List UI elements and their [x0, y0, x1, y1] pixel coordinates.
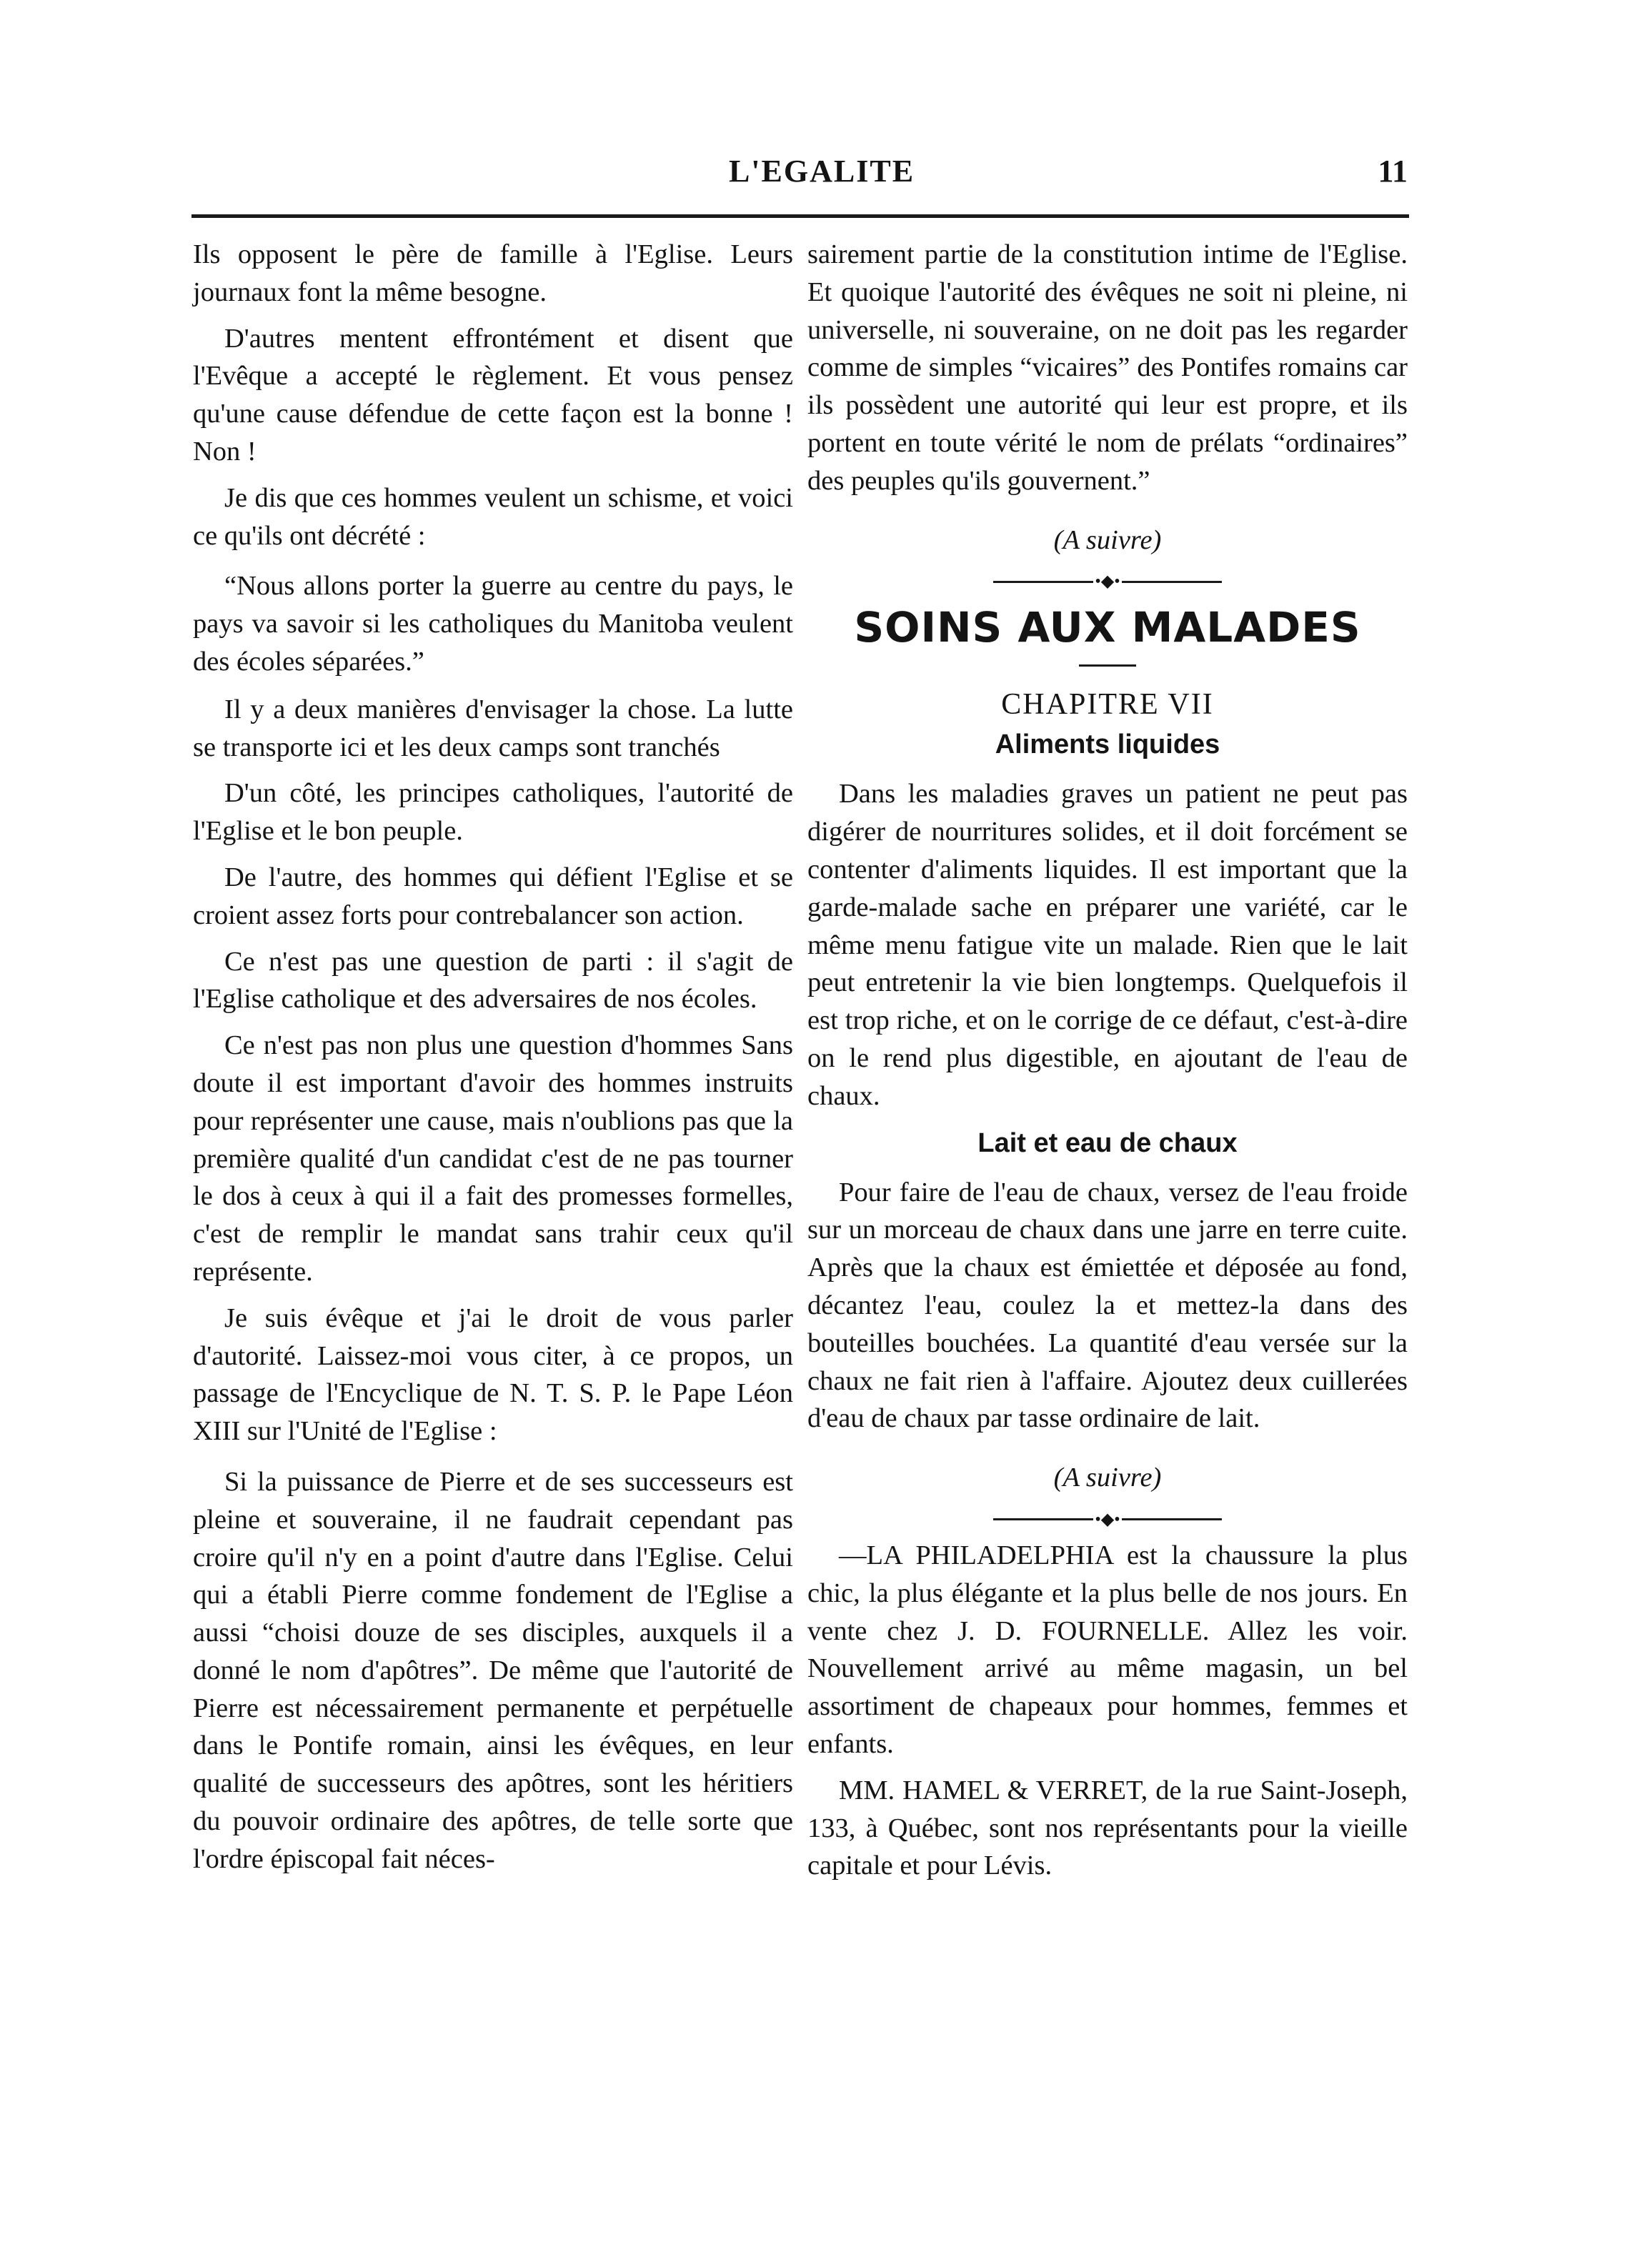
- paragraph: D'autres mentent effrontément et disent que l'Evêque a accepté le règlement. Et vous pensez qu'une cause défendue de cette façon est la bonne ! Non !: [193, 323, 793, 467]
- ornament-line: [1122, 581, 1222, 583]
- ornament-divider: [807, 572, 1408, 592]
- ornament-divider: [807, 1510, 1408, 1529]
- ornament-dots-icon: •◆•: [1095, 572, 1120, 592]
- a-suivre-label: (A suivre): [1053, 524, 1162, 555]
- paragraph: Ils opposent le père de famille à l'Eglise. Leurs journaux font la même besogne.: [193, 239, 793, 307]
- ornament-line: [993, 1518, 1093, 1520]
- paragraph: Ce n'est pas non plus une question d'hommes Sans doute il est important d'avoir des hommes instruits pour représenter une cause, mais n'oublions pas que la première qualité d'un candidat c'est de ne pas tourner le dos à ceux à qui il a fait des promesses formelles, c'est de remplir le mandat sans trahir ceux qu'il représente.: [193, 1030, 793, 1287]
- left-column: [193, 236, 793, 1888]
- advertisement: MM. HAMEL & VERRET, de la rue Saint-Joseph, 133, à Québec, sont nos représentants pour la vieille capitale et pour Lévis.: [807, 1775, 1408, 1881]
- paragraph: Il y a deux manières d'envisager la chose. La lutte se transporte ici et les deux camps sont tranchés: [193, 694, 793, 762]
- continuation-paragraph: sairement partie de la constitution intime de l'Eglise. Et quoique l'autorité des évêques ne soit ni pleine, ni universelle, ni souveraine, on ne doit pas les regarder comme de simples “vicaires” des Pontifes romains car ils possèdent une autorité qui leur est propre, et ils portent en toute vérité le nom de prélats “ordinaires” des peuples qu'ils gouvernent.”: [807, 239, 1408, 496]
- chapter-heading: CHAPITRE VII: [1001, 688, 1214, 722]
- section-title: SOINS AUX MALADES: [854, 603, 1361, 652]
- paragraph: D'un côté, les principes catholiques, l'autorité de l'Eglise et le bon peuple.: [193, 778, 793, 847]
- paragraph: Je dis que ces hommes veulent un schisme, et voici ce qu'ils ont décrété :: [193, 482, 793, 551]
- subheading: Lait et eau de chaux: [977, 1127, 1238, 1158]
- a-suivre-label: (A suivre): [1053, 1463, 1162, 1493]
- page-header-title: L'EGALITE: [728, 154, 915, 189]
- encyclical-quotation: Si la puissance de Pierre et de ses successeurs est pleine et souveraine, il ne faudrait cependant pas croire qu'il n'y en a point d'autre dans l'Eglise. Celui qui a établi Pierre comme fondement de l'Eglise a aussi “choisi douze de ses disciples, auxquels il a donné le nom d'apôtres”. De même que l'autorité de Pierre est nécessairement permanente et perpétuelle dans le Pontife romain, ainsi les évêques, en leur qualité de successeurs des apôtres, sont les héritiers du pouvoir ordinaire des apôtres, de telle sorte que l'ordre épiscopal fait néces-: [193, 1466, 793, 1874]
- paragraph: Pour faire de l'eau de chaux, versez de l'eau froide sur un morceau de chaux dans une jarre en terre cuite. Après que la chaux est émiettée et déposée au fond, décantez l'eau, coulez la et mettez-la dans des bouteilles bouchées. La quantité d'eau versée sur la chaux ne fait rien à l'affaire. Ajoutez deux cuillerées d'eau de chaux par tasse ordinaire de lait.: [807, 1177, 1408, 1434]
- paragraph: Ce n'est pas une question de parti : il s'agit de l'Eglise catholique et des adversaires de nos écoles.: [193, 946, 793, 1015]
- ornament-line: [1122, 1518, 1222, 1520]
- ornament-dots-icon: •◆•: [1095, 1510, 1120, 1529]
- subheading: Aliments liquides: [995, 729, 1220, 760]
- paragraph: Je suis évêque et j'ai le droit de vous parler d'autorité. Laissez-moi vous citer, à ce propos, un passage de l'Encyclique de N. T. S. P. le Pape Léon XIII sur l'Unité de l'Eglise :: [193, 1302, 793, 1447]
- page-number: 11: [1378, 154, 1408, 189]
- short-rule: [1079, 664, 1136, 667]
- quotation: “Nous allons porter la guerre au centre du pays, le pays va savoir si les catholiques du Manitoba veulent des écoles séparées.”: [193, 571, 793, 677]
- right-column: [807, 236, 1408, 1893]
- ornament-line: [993, 581, 1093, 583]
- paragraph: De l'autre, des hommes qui défient l'Eglise et se croient assez forts pour contrebalancer son action.: [193, 862, 793, 930]
- advertisement: —LA PHILADELPHIA est la chaussure la plus chic, la plus élégante et la plus belle de nos jours. En vente chez J. D. FOURNELLE. Allez les voir. Nouvellement arrivé au même magasin, un bel assortiment de chapeaux pour hommes, femmes et enfants.: [807, 1540, 1408, 1759]
- paragraph: Dans les maladies graves un patient ne peut pas digérer de nourritures solides, et il doit forcément se contenter d'aliments liquides. Il est important que la garde-malade sache en préparer une variété, car le même menu fatigue vite un malade. Rien que le lait peut entretenir la vie bien longtemps. Quelquefois il est trop riche, et on le corrige de ce défaut, c'est-à-dire on le rend plus digestible, en ajoutant de l'eau de chaux.: [807, 779, 1408, 1111]
- header-rule: [191, 214, 1409, 218]
